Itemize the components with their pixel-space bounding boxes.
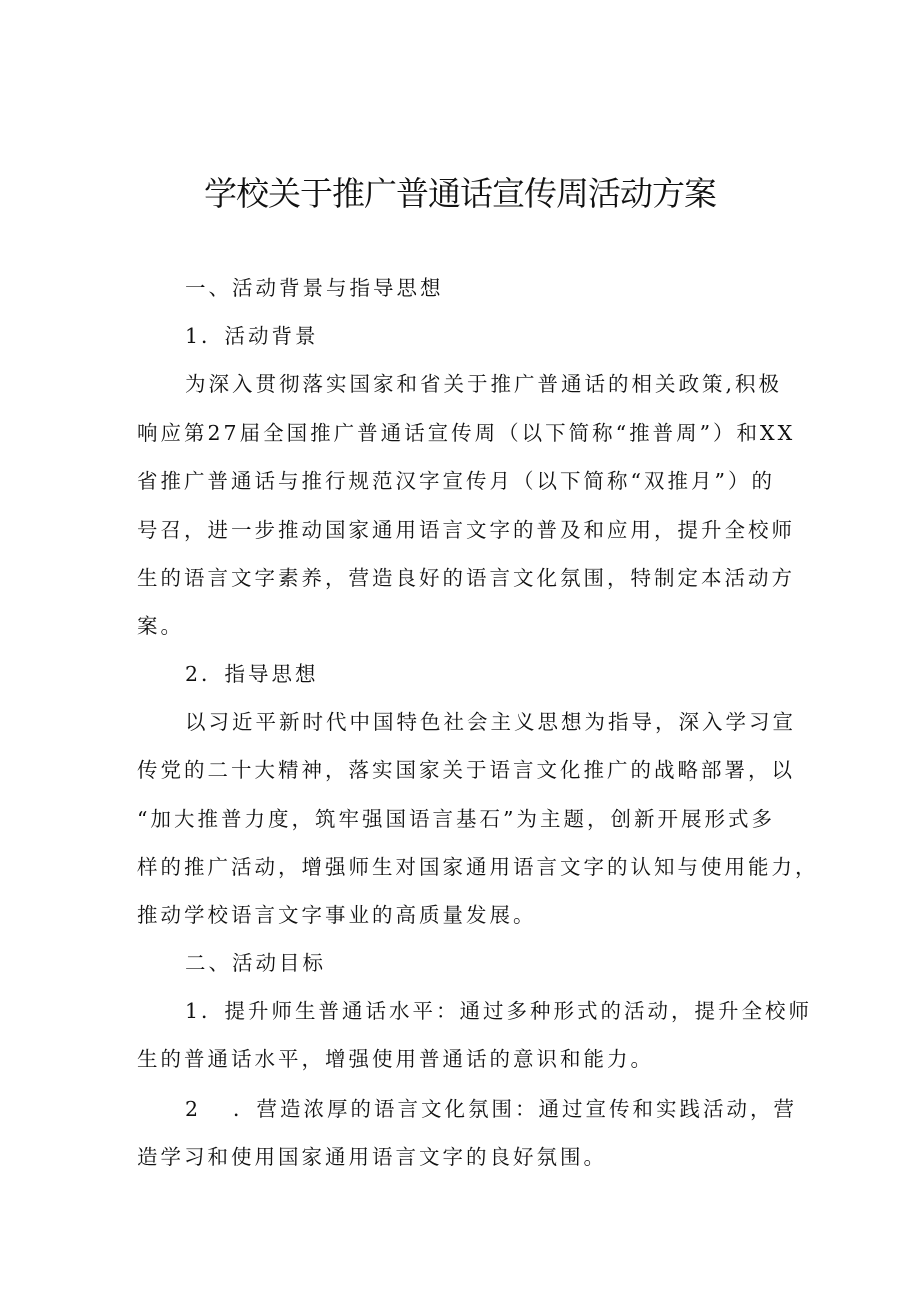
paragraph-line: 响应第27届全国推广普通话宣传周（以下简称“推普周”）和XX bbox=[137, 421, 796, 445]
section-heading-background: 一、活动背景与指导思想 bbox=[185, 276, 444, 300]
paragraph-line: 推动学校语言文字事业的高质量发展。 bbox=[137, 903, 537, 927]
subsection-heading-background: 1．活动背景 bbox=[185, 324, 319, 348]
paragraph-line: 案。 bbox=[137, 614, 184, 638]
goal-item-text: ．营造浓厚的语言文化氛围：通过宣传和实践活动，营 bbox=[233, 1097, 798, 1121]
paragraph-line: 号召，进一步推动国家通用语言文字的普及和应用，提升全校师 bbox=[137, 518, 795, 542]
subsection-heading-guiding-ideology: 2．指导思想 bbox=[185, 662, 319, 686]
paragraph-line: “加大推普力度，筑牢强国语言基石”为主题，创新开展形式多 bbox=[137, 807, 775, 831]
paragraph-line: 为深入贯彻落实国家和省关于推广普通话的相关政策,积极 bbox=[185, 372, 783, 396]
document-title: 学校关于推广普通话宣传周活动方案 bbox=[204, 174, 716, 213]
goal-item-line: 1．提升师生普通话水平：通过多种形式的活动，提升全校师 bbox=[185, 999, 813, 1023]
section-heading-goals: 二、活动目标 bbox=[185, 951, 326, 975]
paragraph-line: 样的推广活动，增强师生对国家通用语言文字的认知与使用能力， bbox=[137, 855, 819, 879]
goal-item-line bbox=[185, 1094, 797, 1124]
goal-item-number: 2 bbox=[185, 1097, 202, 1121]
goal-item-line: 造学习和使用国家通用语言文字的良好氛围。 bbox=[137, 1145, 607, 1169]
paragraph-line: 省推广普通话与推行规范汉字宣传月（以下简称“双推月”）的 bbox=[137, 469, 775, 493]
paragraph-line: 以习近平新时代中国特色社会主义思想为指导，深入学习宣 bbox=[185, 710, 796, 734]
paragraph-line: 生的语言文字素养，营造良好的语言文化氛围，特制定本活动方 bbox=[137, 566, 795, 590]
paragraph-line: 传党的二十大精神，落实国家关于语言文化推广的战略部署，以 bbox=[137, 758, 795, 782]
goal-item-line: 生的普通话水平，增强使用普通话的意识和能力。 bbox=[137, 1047, 654, 1071]
